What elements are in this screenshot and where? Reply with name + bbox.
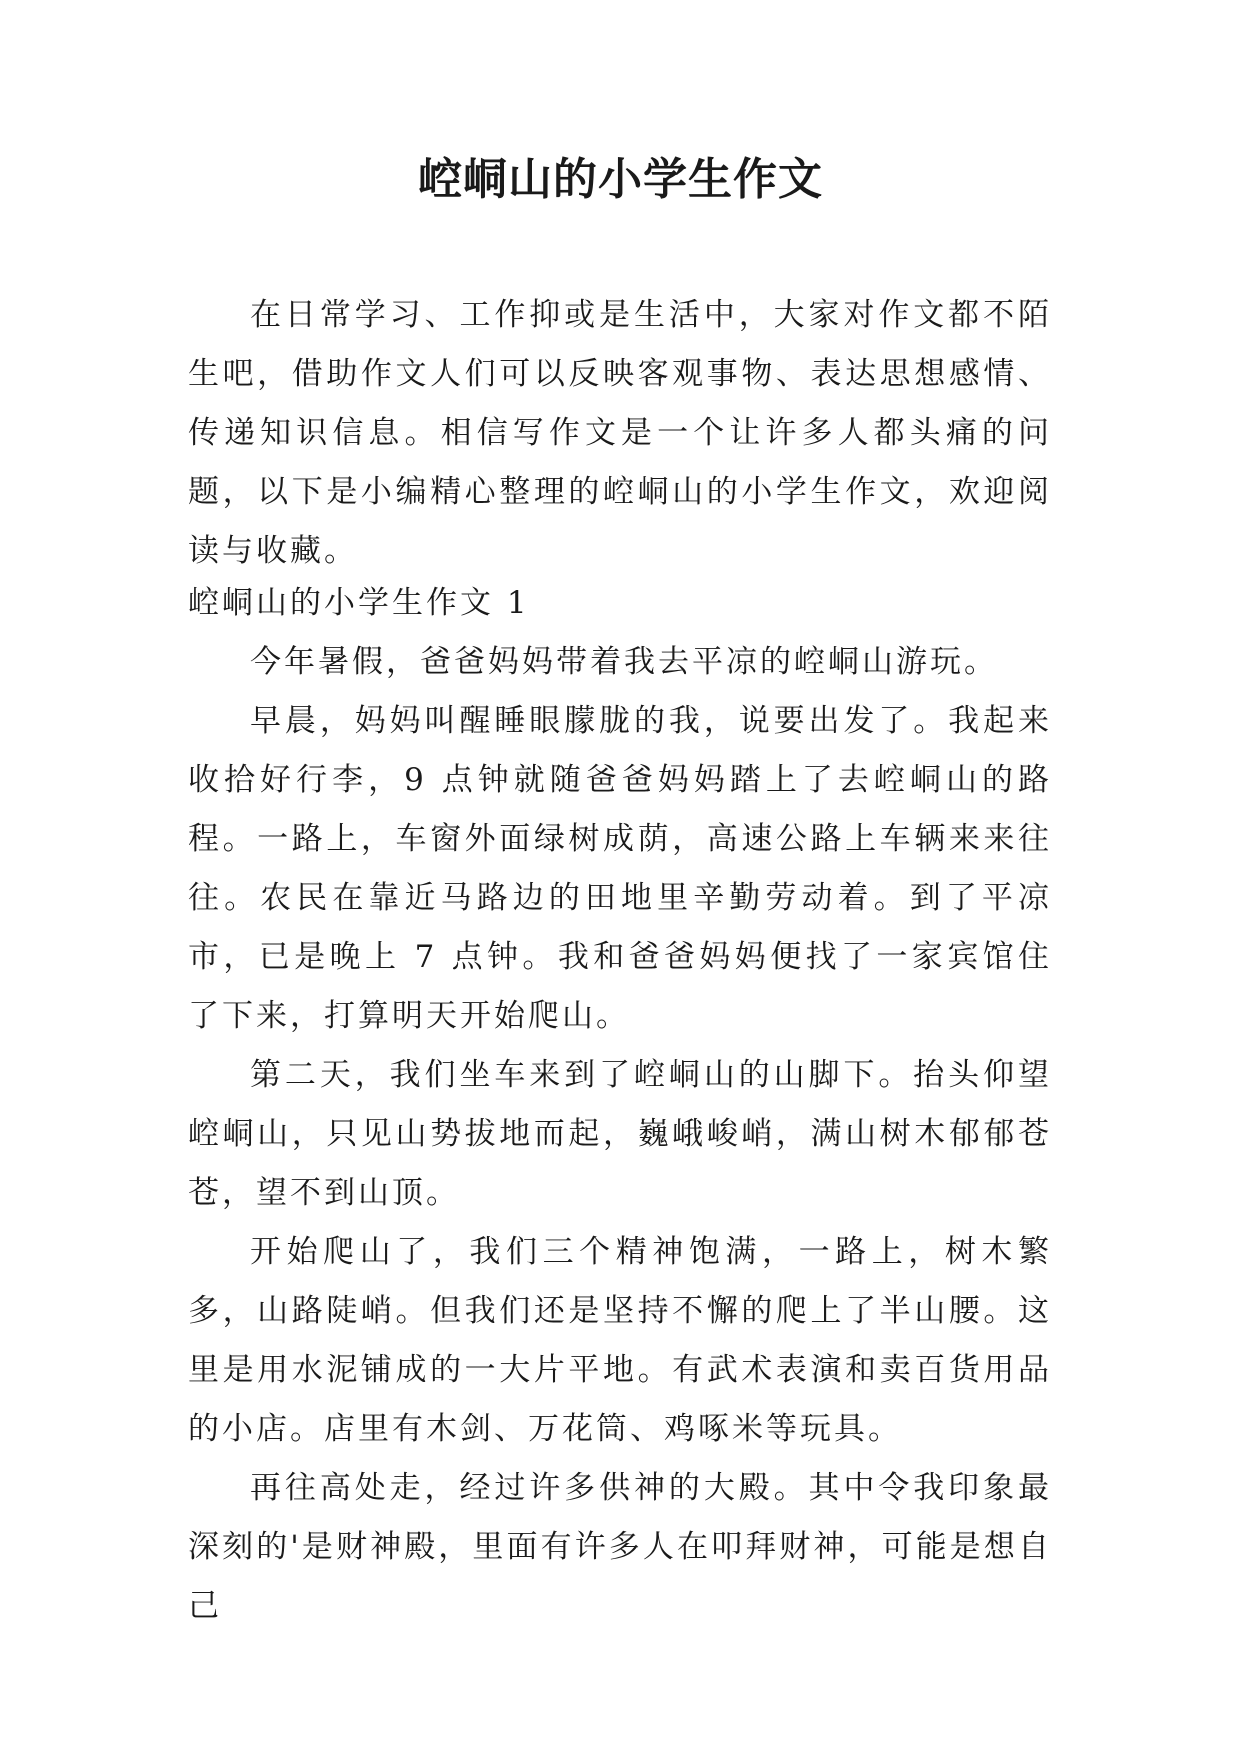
essay-paragraph: 今年暑假，爸爸妈妈带着我去平凉的崆峒山游玩。 [250, 644, 998, 680]
essay-section [188, 574, 1052, 1636]
essay-paragraph: 再往高处走，经过许多供神的大殿。其中令我印象最深刻的'是财神殿，里面有许多人在叩拜财神，可能是想自己 [188, 1470, 1052, 1624]
page-title: 崆峒山的小学生作文 [418, 154, 823, 205]
essay-paragraph: 早晨，妈妈叫醒睡眼朦胧的我，说要出发了。我起来收拾好行李，9 点钟就随爸爸妈妈踏上了去崆峒山的路程。一路上，车窗外面绿树成荫，高速公路上车辆来来往往。农民在靠近马路边的田地里辛勤劳动着。到了平凉市，已是晚上 7 点钟。我和爸爸妈妈便找了一家宾馆住了下来，打算明天开始爬山。 [188, 703, 1052, 1034]
intro-block [188, 286, 1052, 581]
intro-paragraph: 在日常学习、工作抑或是生活中，大家对作文都不陌生吧，借助作文人们可以反映客观事物、表达思想感情、传递知识信息。相信写作文是一个让许多人都头痛的问题，以下是小编精心整理的崆峒山的小学生作文，欢迎阅读与收藏。 [188, 297, 1052, 569]
section-heading: 崆峒山的小学生作文 1 [188, 585, 530, 621]
essay-paragraph: 开始爬山了，我们三个精神饱满，一路上，树木繁多，山路陡峭。但我们还是坚持不懈的爬上了半山腰。这里是用水泥铺成的一大片平地。有武术表演和卖百货用品的小店。店里有木剑、万花筒、鸡啄米等玩具。 [188, 1234, 1052, 1447]
essay-paragraph: 第二天，我们坐车来到了崆峒山的山脚下。抬头仰望崆峒山，只见山势拔地而起，巍峨峻峭，满山树木郁郁苍苍，望不到山顶。 [188, 1057, 1052, 1211]
